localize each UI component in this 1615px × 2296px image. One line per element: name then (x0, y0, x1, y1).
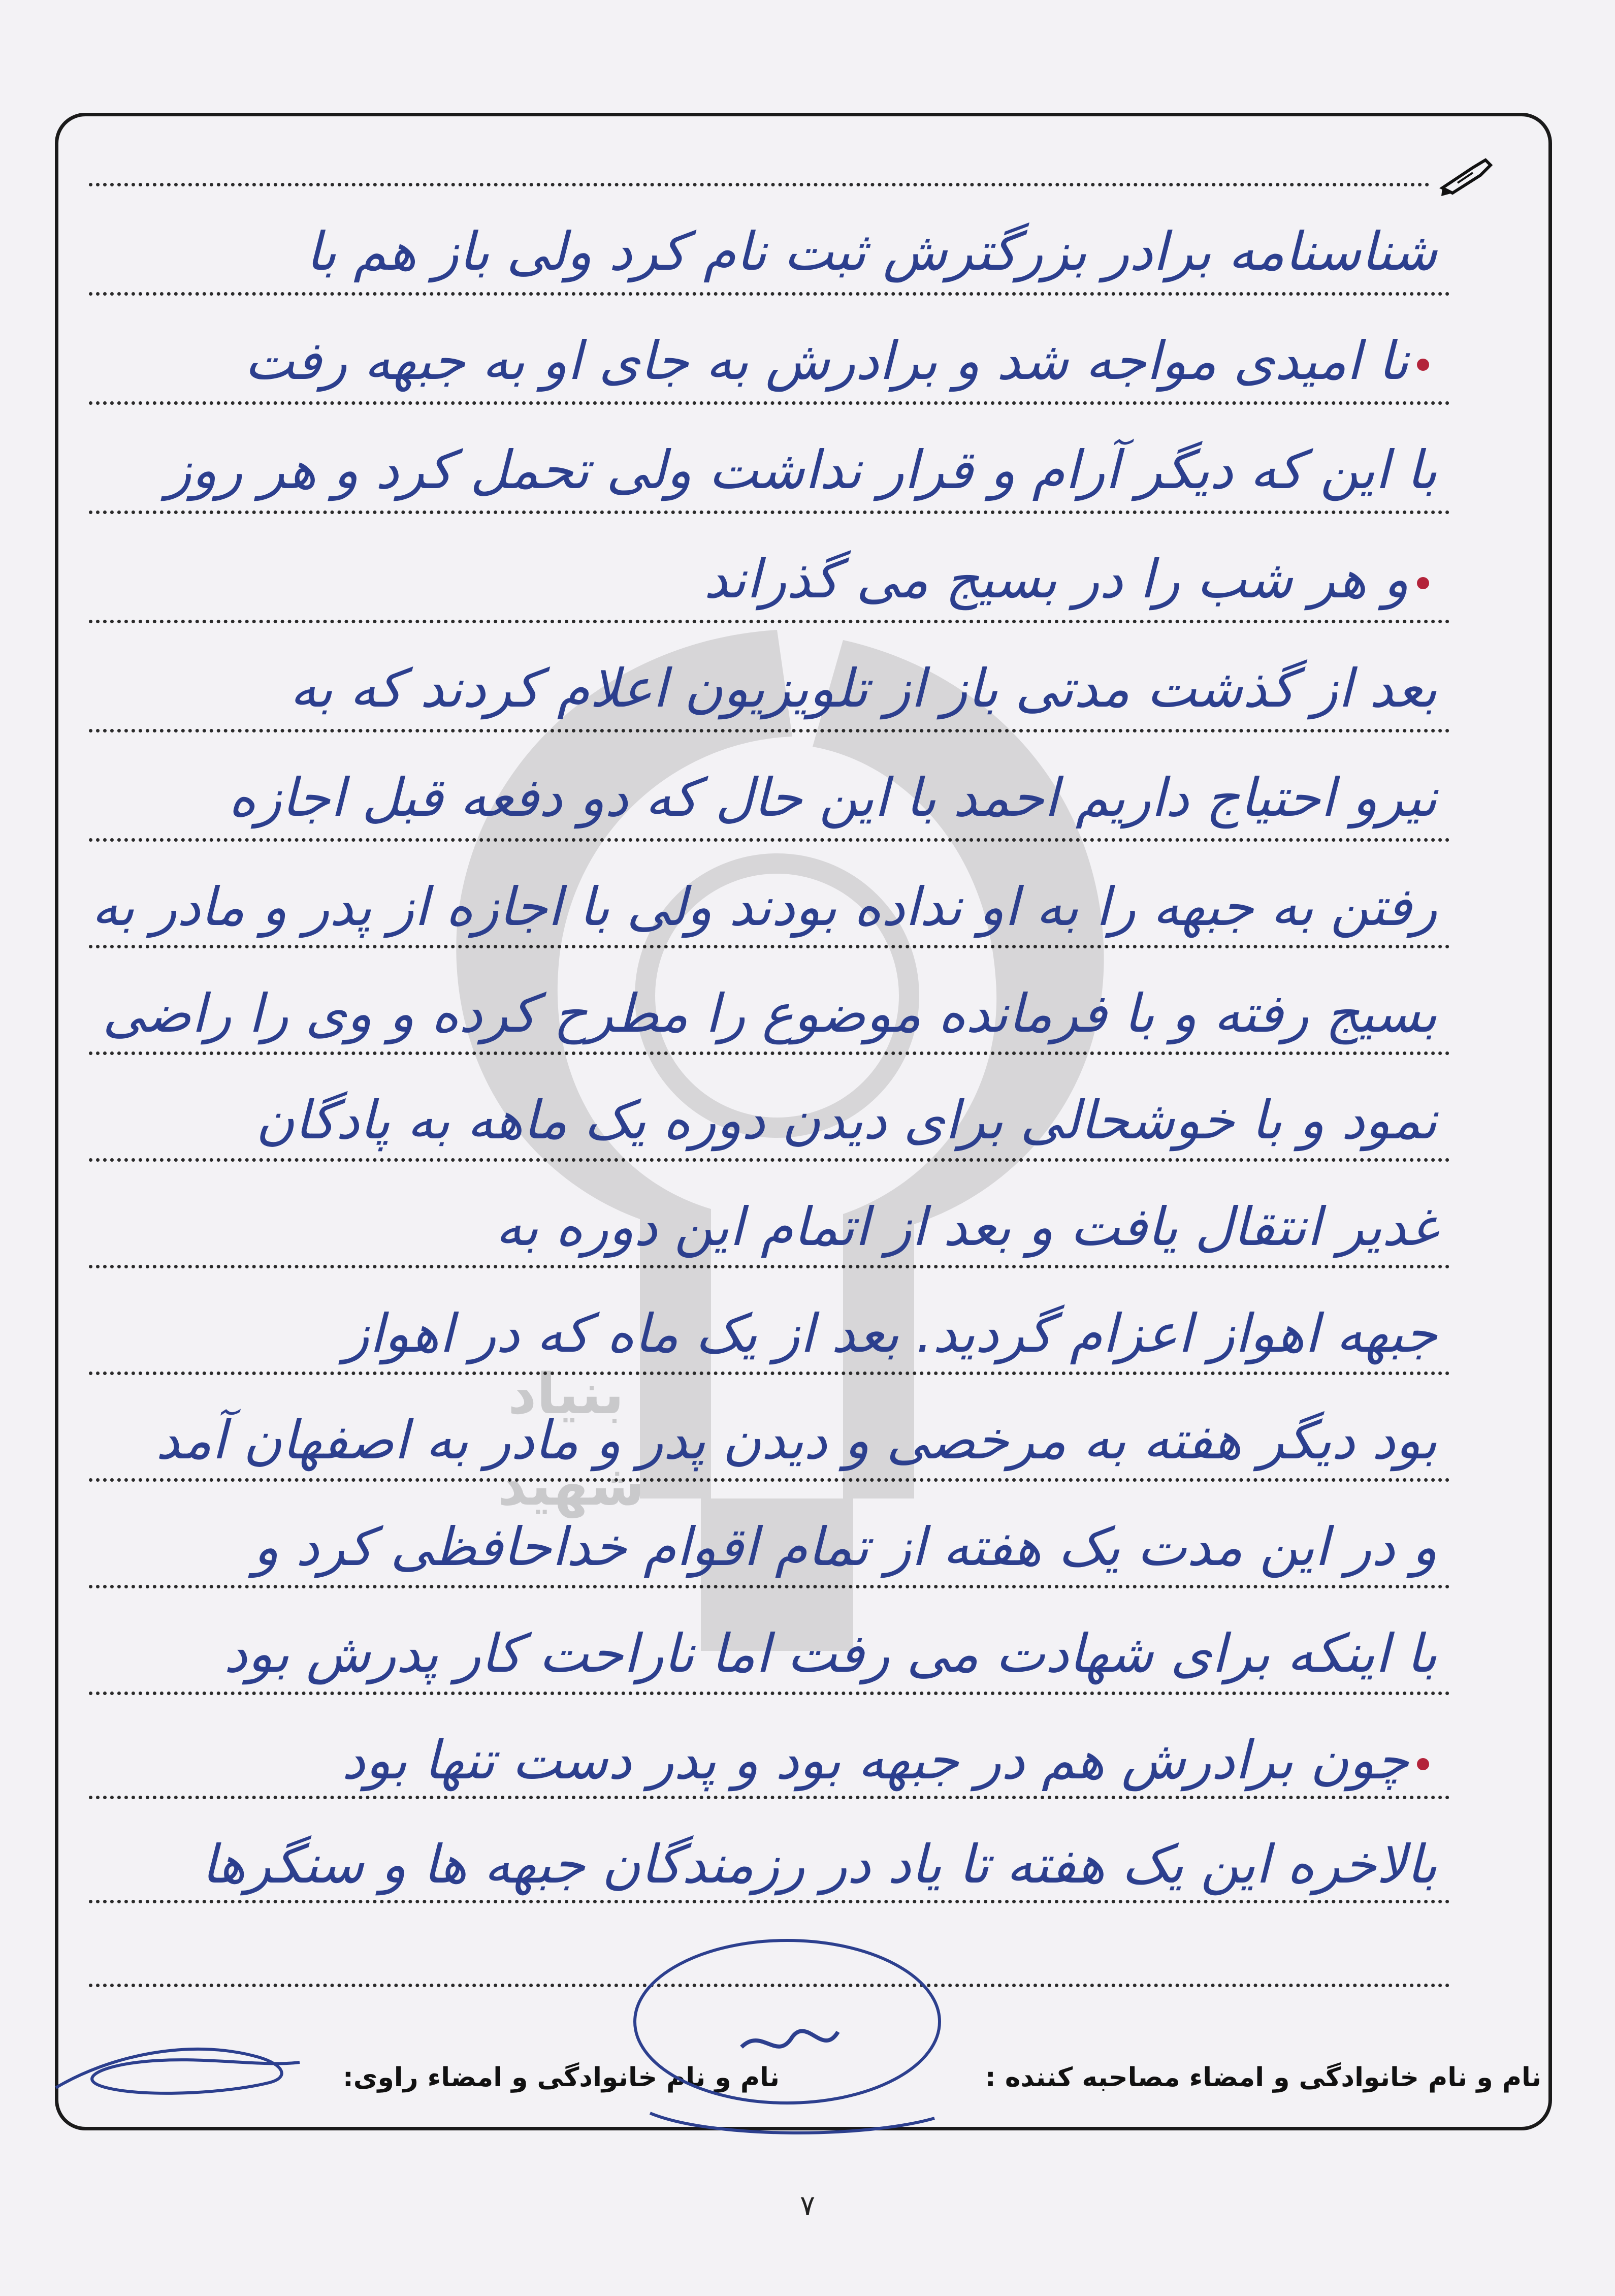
red-dot-marker (1417, 577, 1429, 589)
handwritten-line: جبهه اهواز اعزام گردید. بعد از یک ماه که در اهواز (343, 1302, 1437, 1364)
handwritten-line: شناسنامه برادر بزرگترش ثبت نام کرد ولی باز هم با (306, 220, 1437, 282)
handwritten-line: بالاخره این یک هفته تا یاد در رزمندگان جبهه ها و سنگرها (201, 1833, 1437, 1895)
red-dot-marker (1417, 359, 1429, 371)
handwritten-line: و هر شب را در بسیج می گذراند (71, 546, 1437, 612)
handwritten-line: نمود و با خوشحالی برای دیدن دوره یک ماهه به پادگان (255, 1089, 1437, 1151)
handwritten-line: بود دیگر هفته به مرخصی و دیدن پدر و مادر به اصفهان آمد (155, 1409, 1437, 1471)
ruled-line (89, 292, 1450, 296)
signature-footer (89, 2052, 1541, 2108)
ruled-line (89, 183, 1430, 186)
handwritten-line: رفتن به جبهه را به او نداده بودند ولی با اجازه از پدر و مادر به (91, 876, 1437, 938)
ruled-line (89, 1796, 1450, 1799)
ruled-line (89, 838, 1450, 842)
red-dot-marker (1417, 1758, 1429, 1770)
handwritten-line: چون برادرش هم در جبهه بود و پدر دست تنها بود (71, 1727, 1437, 1793)
handwritten-line: غدیر انتقال یافت و بعد از اتمام این دوره به (495, 1196, 1437, 1258)
handwritten-line: نیرو احتیاج داریم احمد با این حال که دو دفعه قبل اجازه (228, 767, 1437, 828)
ruled-line (89, 1158, 1450, 1162)
handwritten-line: بسیج رفته و با فرمانده موضوع را مطرح کرده و وی را راضی (102, 982, 1437, 1044)
ruled-line (89, 1372, 1450, 1375)
watermark-text-line2: شهید (498, 1453, 645, 1518)
ruled-line (89, 1900, 1450, 1903)
handwritten-line: با اینکه برای شهادت می رفت اما ناراحت کار پدرش بود (223, 1622, 1437, 1684)
ruled-line (89, 729, 1450, 732)
writing-pen-icon (1437, 152, 1498, 198)
interviewer-signature-label: نام و نام خانوادگی و امضاء مصاحبه کننده : (985, 2062, 1541, 2093)
ruled-line (89, 1265, 1450, 1268)
ruled-line (89, 1984, 1450, 1987)
ruled-line (89, 1585, 1450, 1588)
ruled-line (89, 1051, 1450, 1055)
page-number: ۷ (799, 2189, 816, 2222)
handwritten-line: با این که دیگر آرام و قرار نداشت ولی تحمل کرد و هر روز (166, 439, 1437, 501)
ruled-line (89, 620, 1450, 623)
handwritten-line: بعد از گذشت مدتی باز از تلویزیون اعلام کردند که به (289, 657, 1437, 719)
handwritten-line: و در این مدت یک هفته از تمام اقوام خداحافظی کرد و (253, 1516, 1437, 1578)
ruled-line (89, 1478, 1450, 1482)
ruled-line (89, 401, 1450, 405)
ruled-line (89, 511, 1450, 514)
handwritten-line: نا امیدی مواجه شد و برادرش به جای او به جبهه رفت (71, 328, 1437, 394)
watermark-text-line1: بنیاد (508, 1361, 624, 1426)
ruled-line (89, 945, 1450, 948)
ruled-line (89, 1692, 1450, 1695)
narrator-signature-label: نام و نام خانوادگی و امضاء راوی: (343, 2062, 780, 2093)
